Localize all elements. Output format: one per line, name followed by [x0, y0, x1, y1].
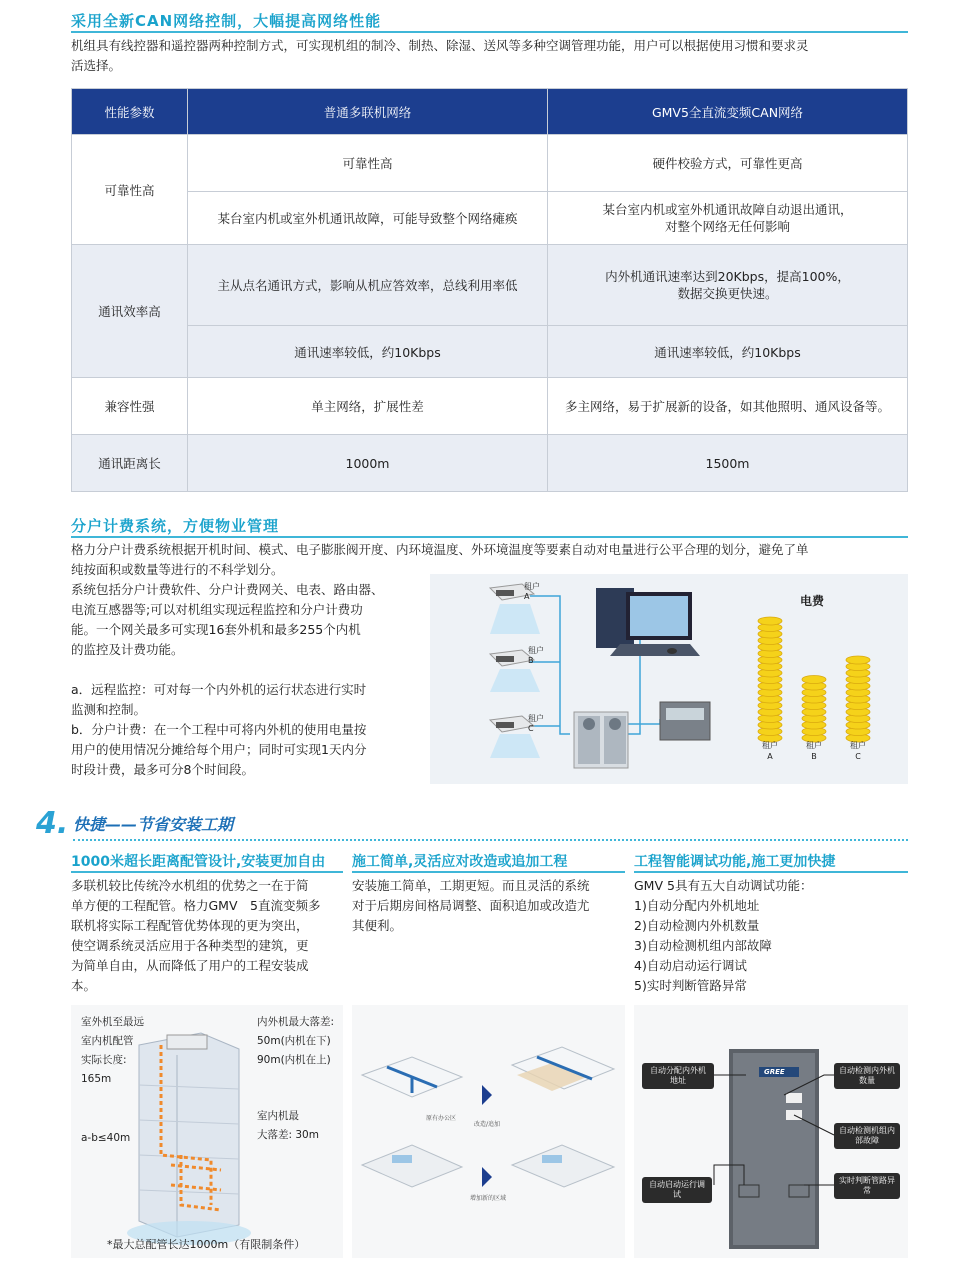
section1-underline [71, 31, 908, 33]
chart-title: 电费 [800, 594, 825, 608]
table-cell [548, 192, 908, 245]
table-cell: 通讯速率较低，约10Kbps [188, 326, 548, 378]
table-cell: 可靠性高 [188, 135, 548, 192]
intro-line: 机组具有线控器和遥控器两种控制方式，可实现机组的制冷、制热、除湿、送风等多种空调管理功能，用户可以根据使用习惯和要求灵 [71, 38, 809, 53]
list-item: 4)自动启动运行调试 [634, 958, 747, 973]
col3-underline [634, 871, 908, 873]
tenant-word: 租户 [528, 646, 544, 655]
cell-line: 内外机通讯速率达到20Kbps，提高100%， [605, 269, 850, 284]
table-header: 普通多联机网络 [188, 89, 548, 135]
fig-right1-label [257, 1013, 334, 1070]
step-number: 4. [36, 806, 69, 841]
table-cell: 硬件校验方式，可靠性更高 [548, 135, 908, 192]
coin-chart-labels [750, 740, 880, 766]
col3-title: 工程智能调试功能,施工更加快捷 [634, 854, 836, 870]
table-cell: 某台室内机或室外机通讯故障，可能导致整个网络瘫痪 [188, 192, 548, 245]
item-b-line: 用户的使用情况分摊给每个用户；同时可实现1天内分 [71, 742, 367, 757]
item-b-line: 时段计费，最多可分8个时间段。 [71, 762, 254, 777]
fig-label: 原有办公区 [426, 1115, 457, 1122]
floorplan-before-2 [362, 1145, 462, 1187]
coin [846, 656, 870, 664]
table-cell: 多主网络，易于扩展新的设备，如其他照明、通风设备等。 [548, 378, 908, 435]
tenant-letter: A [524, 592, 530, 601]
fig-label: 增加新的区域 [470, 1195, 507, 1202]
arrow-icon [482, 1085, 492, 1105]
table-cell: 1500m [548, 435, 908, 492]
debug-tag: 自动检测内外机数量 [834, 1063, 900, 1089]
fig-label: 改造/追加 [474, 1121, 501, 1128]
intro-line: 活选择。 [71, 58, 122, 73]
fig-line: 实际长度: [81, 1054, 127, 1066]
tenant-letter: B [528, 656, 534, 665]
tenant-word: 租户 [528, 714, 544, 723]
meter-icon [660, 702, 710, 740]
fig-line: 室内机配管 [81, 1035, 134, 1047]
body-line: 安装施工简单，工期更短。而且灵活的系统 [352, 878, 590, 893]
col1-title: 1000米超长距离配管设计,安装更加自由 [71, 854, 326, 870]
list-item: 5)实时判断管路异常 [634, 978, 747, 993]
section4-title: 快捷——节省安装工期 [73, 815, 234, 834]
coin [802, 676, 826, 684]
fig-line: 165m [81, 1073, 112, 1085]
item-a-line: 监测和控制。 [71, 702, 147, 717]
tenant-label-c [528, 714, 544, 734]
body-line: 单方便的工程配管。格力GMV 5直流变频多 [71, 898, 321, 913]
body-line: 其便利。 [352, 918, 403, 933]
dotted-divider [73, 839, 908, 841]
body-line: 联机将实际工程配管优势体现的更为突出， [71, 918, 309, 933]
tenant-label-a [524, 582, 540, 602]
table-header: 性能参数 [72, 89, 188, 135]
row-label: 兼容性强 [72, 378, 188, 435]
col1-body [71, 876, 351, 996]
debug-tag: 自动检测机组内部故障 [834, 1123, 900, 1149]
fig-right2-label [257, 1107, 319, 1145]
fig-line: 50m(内机在下) [257, 1035, 331, 1047]
debug-tag: 自动启动运行调试 [642, 1177, 712, 1203]
debug-tag: 实时判断管路异常 [834, 1173, 900, 1199]
arrow-icon [482, 1167, 492, 1187]
col1-underline [71, 871, 343, 873]
section2-title: 分户计费系统，方便物业管理 [71, 517, 280, 535]
body-line: 对于后期房间格局调整、面积追加或改造尤 [352, 898, 590, 913]
piping-figure [71, 1005, 343, 1258]
coin [758, 617, 782, 625]
tenant-word: 租户 [524, 582, 540, 591]
table-cell: 1000m [188, 435, 548, 492]
computer-icon [596, 588, 700, 656]
coin-chart [750, 604, 880, 744]
body-line: 能。一个网关最多可实现16套外机和最多255个内机 [71, 622, 361, 637]
row-label: 可靠性高 [72, 135, 188, 245]
section2-underline [71, 536, 908, 538]
body-line: 使空调系统灵活应用于各种类型的建筑，更 [71, 938, 309, 953]
table-cell: 主从点名通讯方式，影响从机应答效率，总线利用率低 [188, 245, 548, 326]
table-cell: 单主网络，扩展性差 [188, 378, 548, 435]
coin-chart-category: 租户 C [850, 741, 866, 761]
tenant-label-b [528, 646, 544, 666]
floorplan-illustration [352, 1005, 625, 1258]
fig-line: 90m(内机在上) [257, 1054, 331, 1066]
intro-line: 纯按面积或数量等进行的不科学划分。 [71, 562, 284, 577]
floorplan-before [362, 1057, 462, 1097]
table-cell [548, 245, 908, 326]
tenant-letter: C [528, 724, 534, 733]
outdoor-unit-icon [574, 712, 628, 768]
item-b-line: b．分户计费：在一个工程中可将内外机的使用电量按 [71, 722, 367, 737]
renovation-figure [352, 1005, 625, 1258]
coin-chart-category: 租户 B [806, 741, 822, 761]
cell-line: 某台室内机或室外机通讯故障自动退出通讯， [602, 202, 853, 217]
body-line: 系统包括分户计费软件、分户计费网关、电表、路由器、 [71, 582, 384, 597]
body-line: 本。 [71, 978, 97, 993]
table-cell: 通讯速率较低，约10Kbps [548, 326, 908, 378]
fig-note: *最大总配管长达1000m（有限制条件） [107, 1238, 306, 1251]
table-header: GMV5全直流变频CAN网络 [548, 89, 908, 135]
section2-body [71, 580, 421, 780]
list-item: 1)自动分配内外机地址 [634, 898, 760, 913]
coin-chart-category: 租户 A [762, 741, 778, 761]
fig-ab-label: a-b≤40m [81, 1132, 131, 1144]
cell-line: 对整个网络无任何影响 [664, 219, 790, 234]
intro-line: 格力分户计费系统根据开机时间、模式、电子膨胀阀开度、内环境温度、外环境温度等要素自动对电量进行公平合理的划分，避免了单 [71, 542, 809, 557]
debug-figure [634, 1005, 908, 1258]
section1-title: 采用全新CAN网络控制，大幅提高网络性能 [71, 12, 382, 30]
floorplan-after [512, 1047, 614, 1091]
body-line: 电流互感器等;可以对机组实现远程监控和分户计费功 [71, 602, 363, 617]
col3-body [634, 876, 914, 996]
coin-stack-bar [846, 656, 870, 742]
cell-line: 数据交换更快速。 [677, 286, 778, 301]
coin-stack-bar [758, 617, 782, 742]
performance-table [71, 88, 908, 492]
body-line: GMV 5具有五大自动调试功能： [634, 878, 813, 893]
body-line: 的监控及计费功能。 [71, 642, 184, 657]
col2-body [352, 876, 632, 936]
item-a-line: a．远程监控：可对每一个内外机的运行状态进行实时 [71, 682, 367, 697]
body-line: 多联机较比传统冷水机组的优势之一在于简 [71, 878, 309, 893]
col2-underline [352, 871, 625, 873]
section1-intro [71, 36, 911, 76]
body-line: 为简单自由，从而降低了用户的工程安装成 [71, 958, 309, 973]
col2-title: 施工简单,灵活应对改造或追加工程 [352, 854, 568, 870]
fig-left-label [81, 1013, 144, 1089]
fig-line: 室内机最 [257, 1110, 299, 1122]
metering-diagram [430, 574, 908, 784]
floorplan-after-2 [512, 1145, 614, 1187]
list-item: 3)自动检测机组内部故障 [634, 938, 772, 953]
row-label: 通讯距离长 [72, 435, 188, 492]
list-item: 2)自动检测内外机数量 [634, 918, 760, 933]
row-label: 通讯效率高 [72, 245, 188, 378]
coin-stack-bar [802, 676, 826, 743]
brand-logo: GREE [764, 1068, 785, 1076]
fig-line: 大落差: 30m [257, 1129, 319, 1141]
fig-line: 内外机最大落差: [257, 1016, 335, 1028]
debug-tag: 自动分配内外机地址 [642, 1063, 714, 1089]
fig-line: 室外机至最远 [81, 1016, 144, 1028]
